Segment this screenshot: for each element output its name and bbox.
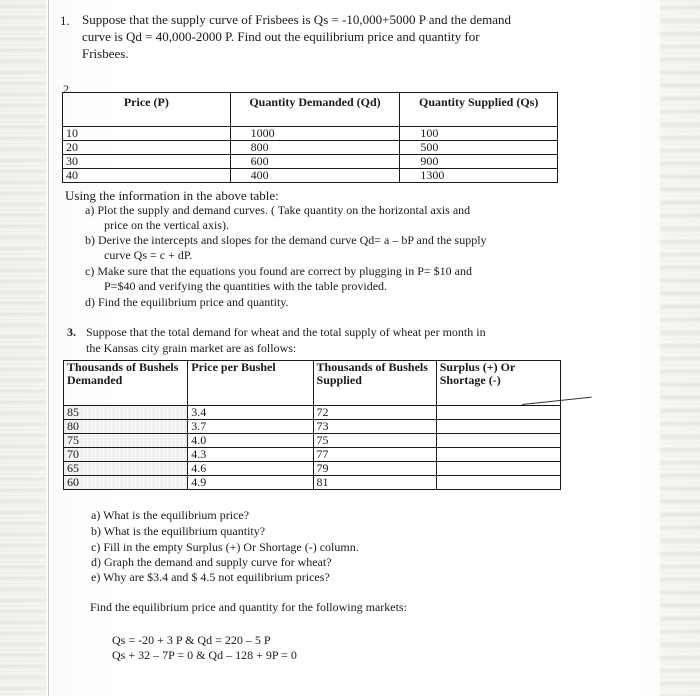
q3-cell: 81: [313, 476, 436, 490]
q2-b-line-1: b) Derive the intercepts and slopes for the demand curve Qd= a – bP and the supply: [85, 233, 487, 247]
q3-cell-surplus[interactable]: [436, 406, 560, 420]
q2-col-qs: Quantity Supplied (Qs): [400, 93, 558, 127]
scan-edge-right: [660, 0, 700, 696]
q3-e: e) Why are $3.4 and $ 4.5 not equilibrium prices?: [91, 570, 330, 584]
q2-table: [62, 92, 558, 183]
q2-c-line-1: c) Make sure that the equations you found are correct by plugging in P= $10 and: [85, 264, 472, 278]
q2-cell: 1000: [230, 127, 400, 141]
q3-cell: 79: [313, 462, 436, 476]
q1-number: 1.: [60, 13, 70, 28]
q2-c-line-2: P=$40 and verifying the quantities with the table provided.: [104, 279, 388, 293]
q3-col-price: Price per Bushel: [188, 361, 313, 406]
q3-table-header: [64, 361, 561, 406]
q2-a-line-2: price on the vertical axis).: [104, 218, 229, 232]
q3-cell-surplus[interactable]: [436, 462, 560, 476]
q2-cell: 1300: [400, 169, 558, 183]
q3-cell: 75: [64, 434, 188, 448]
q3-cell: 70: [64, 448, 188, 462]
q4-equation-1: Qs = -20 + 3 P & Qd = 220 – 5 P: [112, 633, 271, 647]
q3-col-demanded: Thousands of Bushels Demanded: [64, 361, 188, 406]
q3-cell: 4.0: [188, 434, 313, 448]
q2-cell: 800: [230, 141, 400, 155]
q3-line-1: Suppose that the total demand for wheat and the total supply of wheat per month in: [86, 325, 486, 339]
q3-table-row: [64, 476, 561, 490]
q2-table-row: [63, 141, 558, 155]
q3-cell-surplus[interactable]: [436, 476, 560, 490]
q2-cell: 100: [400, 127, 558, 141]
q3-cell: 60: [64, 476, 188, 490]
q3-cell: 73: [313, 420, 436, 434]
q2-b-line-2: curve Qs = c + dP.: [104, 248, 193, 262]
q3-b: b) What is the equilibrium quantity?: [91, 524, 266, 538]
q3-a: a) What is the equilibrium price?: [91, 508, 250, 522]
q3-cell-surplus[interactable]: [436, 448, 560, 462]
q3-col-surplus: Surplus (+) Or Shortage (-): [436, 361, 560, 406]
q3-cell-surplus[interactable]: [436, 434, 560, 448]
q2-cell: 500: [400, 141, 558, 155]
q3-cell: 75: [313, 434, 436, 448]
q2-cell: 400: [230, 169, 400, 183]
q2-cell: 900: [400, 155, 558, 169]
q1-line-2: curve is Qd = 40,000-2000 P. Find out the equilibrium price and quantity for: [82, 29, 480, 44]
q3-table-row: [64, 448, 561, 462]
q2-cell: 40: [63, 169, 231, 183]
q2-intro: Using the information in the above table:: [65, 188, 279, 203]
q3-number: 3.: [67, 325, 76, 339]
q4-intro: Find the equilibrium price and quantity for the following markets:: [90, 600, 407, 614]
scan-edge-left: [0, 0, 46, 696]
q4-equation-2: Qs + 32 – 7P = 0 & Qd – 128 + 9P = 0: [112, 648, 297, 662]
q2-cell: 10: [63, 127, 231, 141]
q3-line-2: the Kansas city grain market are as follows:: [86, 341, 297, 355]
q3-c: c) Fill in the empty Surplus (+) Or Shortage (-) column.: [91, 540, 359, 554]
q3-cell: 85: [64, 406, 188, 420]
q3-cell: 80: [64, 420, 188, 434]
q1-line-1: Suppose that the supply curve of Frisbees is Qs = -10,000+5000 P and the demand: [82, 12, 512, 27]
page-fold-line: [48, 0, 49, 696]
q2-d-line-1: d) Find the equilibrium price and quantity.: [85, 295, 289, 309]
q3-cell: 4.6: [188, 462, 313, 476]
q1-line-3: Frisbees.: [82, 46, 129, 61]
q2-table-row: [63, 155, 558, 169]
q2-table-header: [63, 93, 558, 127]
q3-cell: 3.7: [188, 420, 313, 434]
q3-d: d) Graph the demand and supply curve for wheat?: [91, 555, 332, 569]
q3-cell: 77: [313, 448, 436, 462]
q3-cell: 4.9: [188, 476, 313, 490]
q2-cell: 30: [63, 155, 231, 169]
q2-table-row: [63, 169, 558, 183]
q2-cell: 600: [230, 155, 400, 169]
q3-table-row: [64, 420, 561, 434]
q3-col-supplied: Thousands of Bushels Supplied: [313, 361, 436, 406]
q3-table: [63, 360, 561, 490]
q3-table-row: [64, 434, 561, 448]
q3-cell: 4.3: [188, 448, 313, 462]
q3-cell: 72: [313, 406, 436, 420]
q2-col-price: Price (P): [63, 93, 231, 127]
q2-cell: 20: [63, 141, 231, 155]
q3-cell: 3.4: [188, 406, 313, 420]
q3-cell: 65: [64, 462, 188, 476]
q3-cell-surplus[interactable]: [436, 420, 560, 434]
q3-table-row: [64, 462, 561, 476]
q2-table-row: [63, 127, 558, 141]
q2-a-line-1: a) Plot the supply and demand curves. ( Take quantity on the horizontal axis and: [85, 203, 471, 217]
q2-col-qd: Quantity Demanded (Qd): [230, 93, 400, 127]
q2-number: 2.: [63, 82, 72, 96]
q3-table-row: [64, 406, 561, 420]
